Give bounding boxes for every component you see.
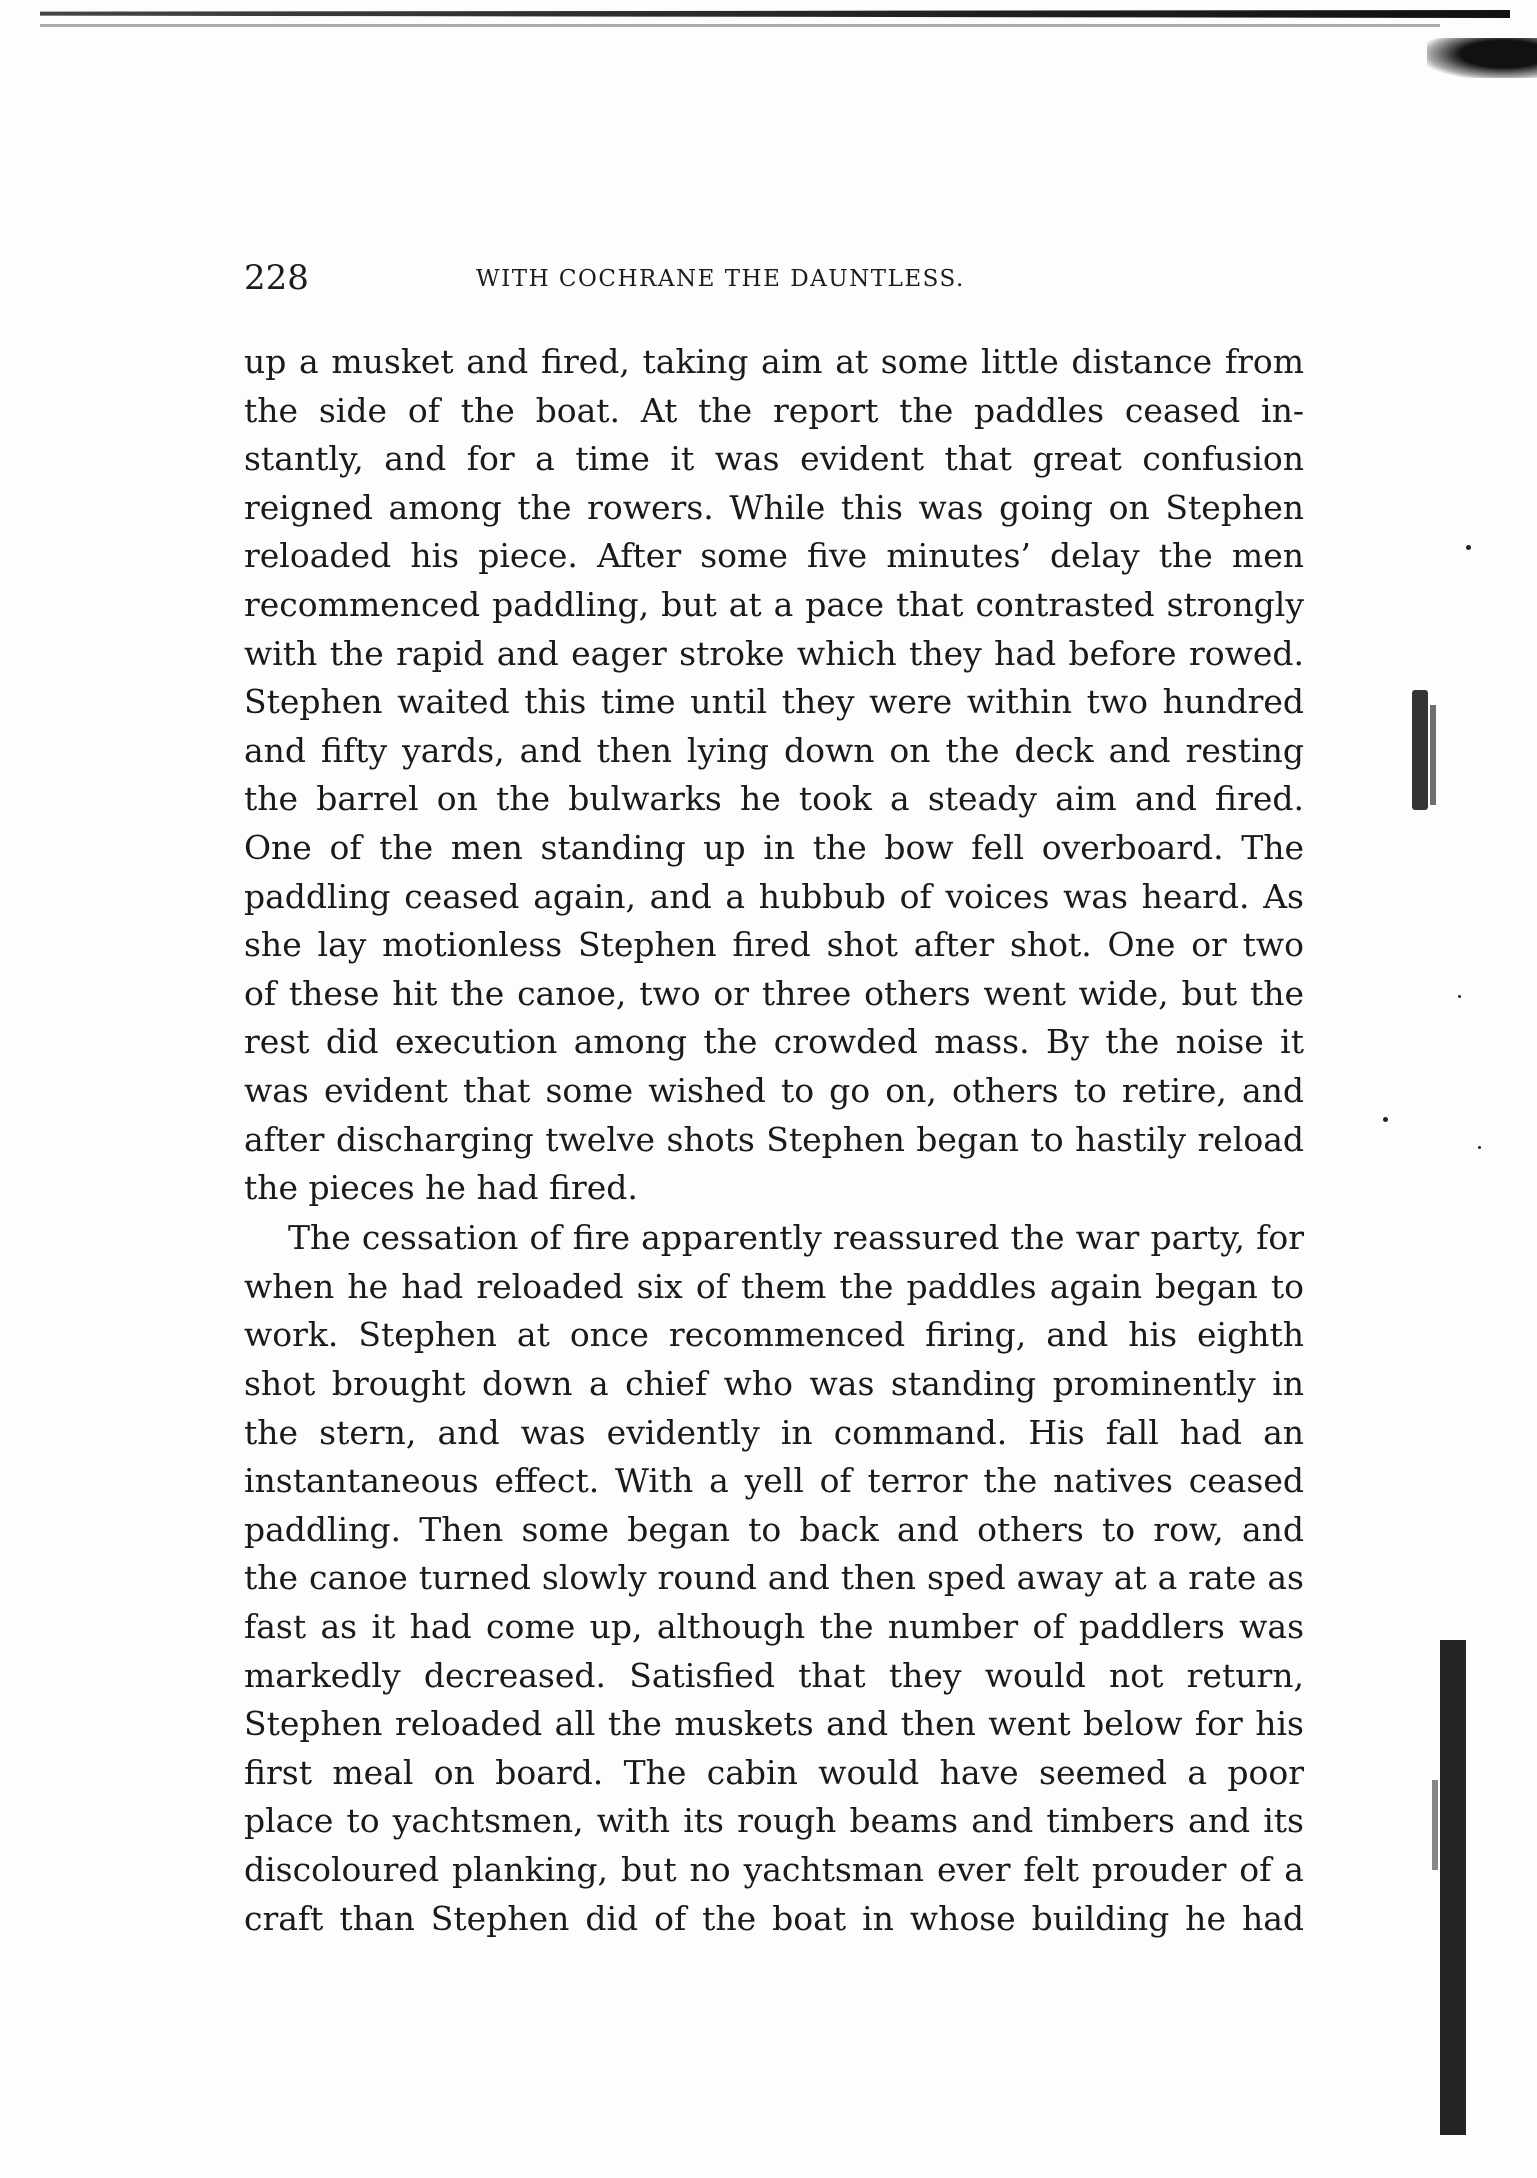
- text-line: the pieces he had fired.: [244, 1168, 638, 1208]
- text-line: after discharging twelve shots Stephen began to hastily reload: [244, 1119, 1304, 1159]
- page-header: [244, 258, 1344, 308]
- scan-speck: [1478, 1146, 1481, 1149]
- text-line: place to yachtsmen, with its rough beams and timbers and its: [244, 1801, 1304, 1841]
- page-number: 228: [244, 258, 309, 298]
- text-line: and fifty yards, and then lying down on the deck and resting: [244, 730, 1304, 770]
- scan-edge-mark: [1432, 1780, 1438, 1870]
- scan-corner-shadow: [1427, 38, 1537, 78]
- text-line: the stern, and was evidently in command. His fall had an: [244, 1412, 1304, 1452]
- scan-edge-rule-thin: [40, 24, 1440, 27]
- scan-edge-mark: [1440, 1640, 1466, 2135]
- text-line: The cessation of fire apparently reassured the war party, for: [288, 1218, 1304, 1258]
- scan-edge-mark: [1412, 690, 1428, 810]
- text-line: paddling ceased again, and a hubbub of voices was heard. As: [244, 876, 1304, 916]
- text-line: was evident that some wished to go on, others to retire, and: [244, 1070, 1304, 1110]
- text-line: she lay motionless Stephen fired shot after shot. One or two: [244, 925, 1304, 965]
- text-line: with the rapid and eager stroke which they had before rowed.: [244, 633, 1304, 673]
- text-line: up a musket and fired, taking aim at some little distance from: [244, 342, 1304, 381]
- text-line: fast as it had come up, although the number of paddlers was: [244, 1606, 1304, 1646]
- text-line: discoloured planking, but no yachtsman ever felt prouder of a: [244, 1849, 1304, 1889]
- running-head: WITH COCHRANE THE DAUNTLESS.: [476, 266, 965, 292]
- text-line: the side of the boat. At the report the paddles ceased in-: [244, 390, 1304, 430]
- text-line: rest did execution among the crowded mass. By the noise it: [244, 1022, 1304, 1062]
- scan-speck: [1383, 1117, 1388, 1122]
- scan-edge-mark: [1430, 705, 1436, 805]
- text-line: of these hit the canoe, two or three others went wide, but the: [244, 973, 1304, 1013]
- text-line: first meal on board. The cabin would have seemed a poor: [244, 1752, 1304, 1792]
- text-line: when he had reloaded six of them the paddles again began to: [244, 1266, 1304, 1306]
- text-line: craft than Stephen did of the boat in whose building he had: [244, 1898, 1304, 1938]
- scan-edge-rule: [40, 10, 1510, 18]
- text-line: Stephen waited this time until they were within two hundred: [244, 682, 1304, 722]
- text-line: paddling. Then some began to back and others to row, and: [244, 1509, 1304, 1549]
- text-line: work. Stephen at once recommenced firing, and his eighth: [244, 1315, 1304, 1355]
- scan-speck: [1458, 995, 1461, 998]
- text-line: markedly decreased. Satisfied that they would not return,: [244, 1655, 1304, 1695]
- scan-speck: [1466, 545, 1471, 550]
- paragraph: [244, 338, 1304, 1213]
- text-line: stantly, and for a time it was evident that great confusion: [244, 439, 1304, 479]
- body-text: [244, 338, 1304, 1943]
- paragraph: [244, 1214, 1304, 1943]
- text-line: shot brought down a chief who was standing prominently in: [244, 1363, 1304, 1403]
- text-line: instantaneous effect. With a yell of terror the natives ceased: [244, 1461, 1304, 1501]
- text-line: One of the men standing up in the bow fell overboard. The: [244, 827, 1304, 867]
- text-line: reloaded his piece. After some five minutes’ delay the men: [244, 536, 1304, 576]
- text-line: Stephen reloaded all the muskets and then went below for his: [244, 1704, 1304, 1744]
- text-line: reigned among the rowers. While this was going on Stephen: [244, 487, 1304, 527]
- text-line: the canoe turned slowly round and then sped away at a rate as: [244, 1558, 1304, 1598]
- text-line: recommenced paddling, but at a pace that contrasted strongly: [244, 584, 1304, 624]
- text-line: the barrel on the bulwarks he took a steady aim and fired.: [244, 779, 1304, 819]
